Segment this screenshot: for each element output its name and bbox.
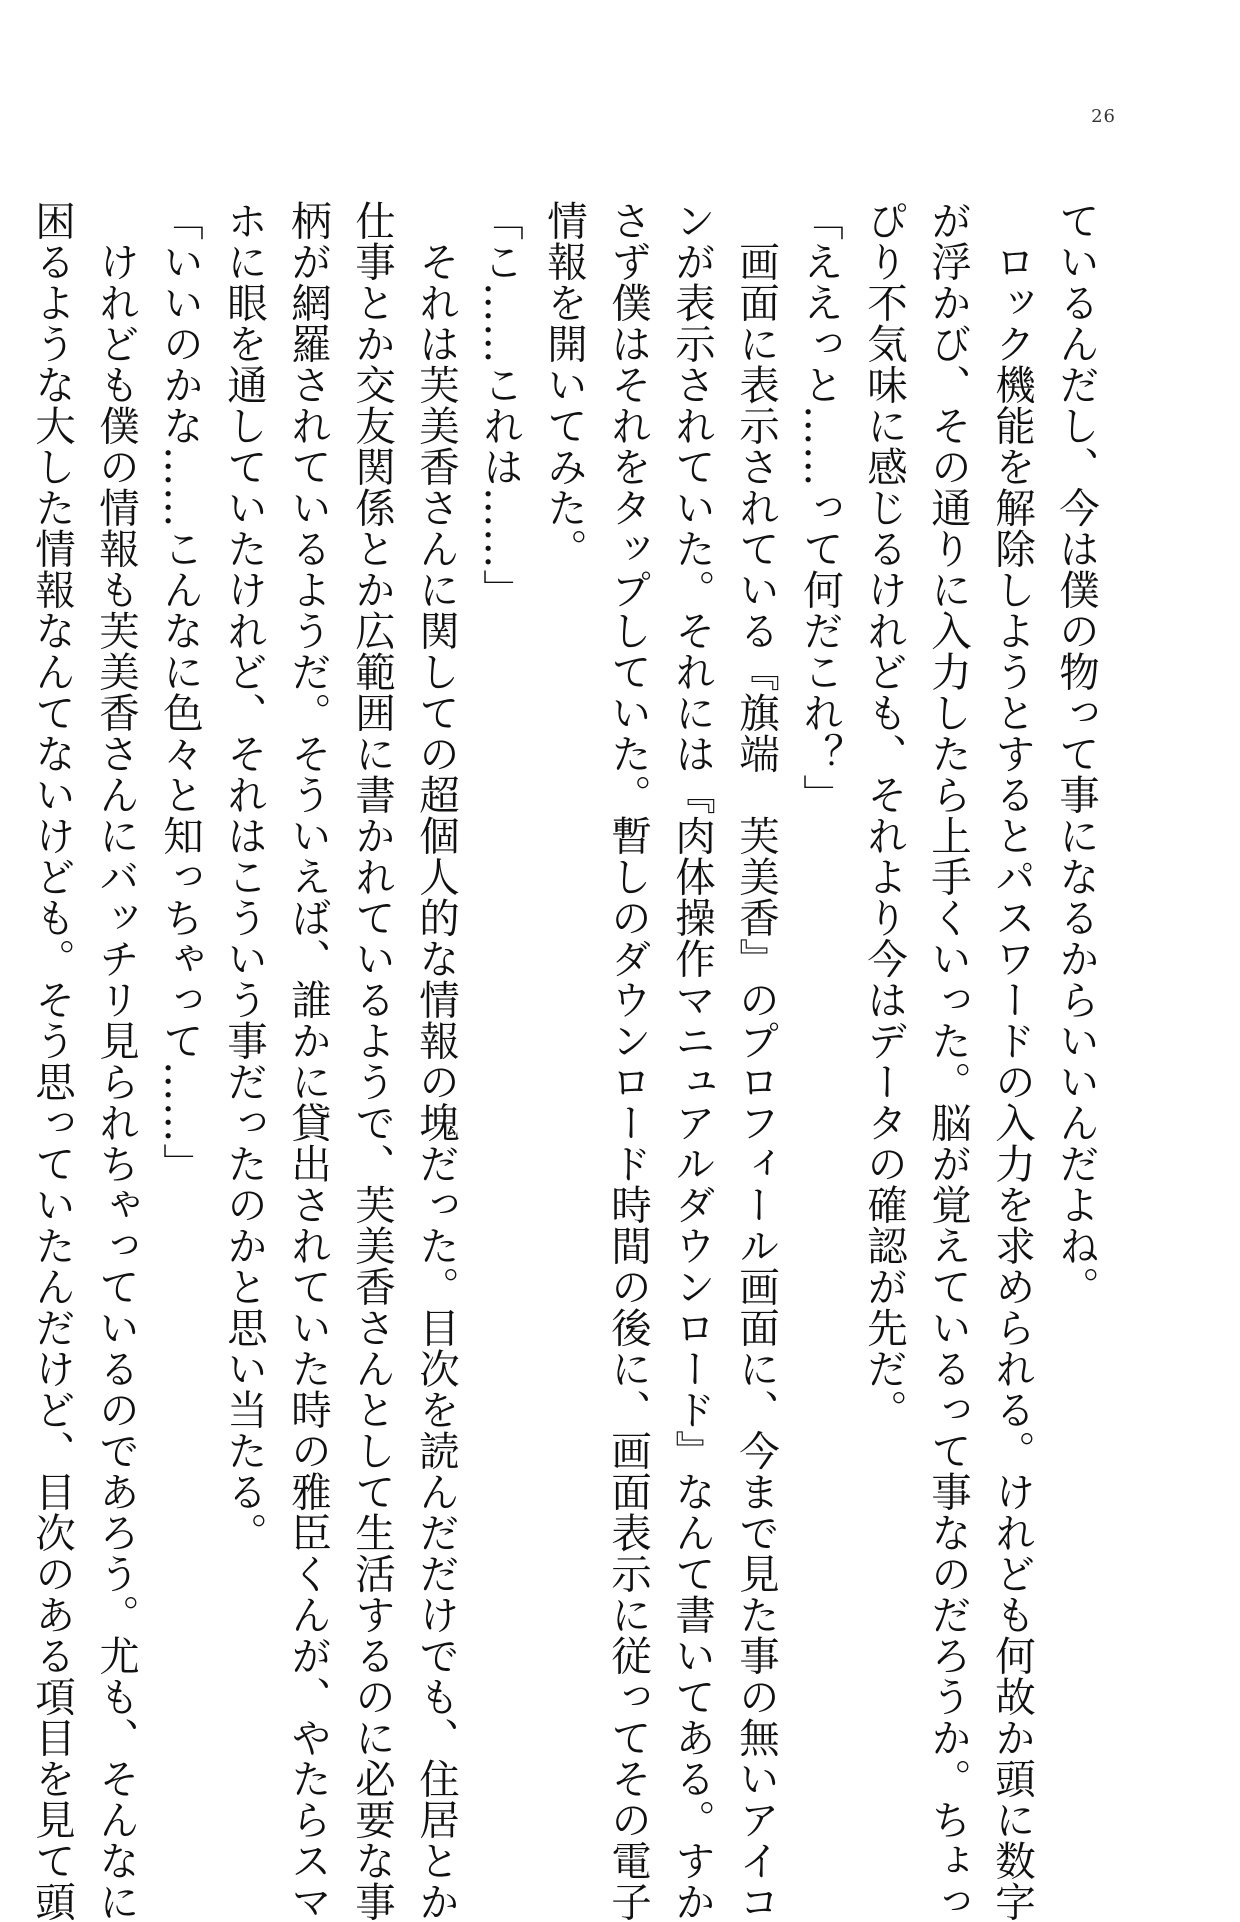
text-column: 「ええっと……って何だこれ？」 xyxy=(796,200,844,815)
text-column: 仕事とか交友関係とか広範囲に書かれているようで、芙美香さんとして生活するのに必要な事 xyxy=(348,200,396,1922)
text-column: ぴり不気味に感じるけれども、それより今はデータの確認が先だ。 xyxy=(860,200,908,1430)
text-column: ロック機能を解除しようとするとパスワードの入力を求められる。けれども何故か頭に数字 xyxy=(988,200,1036,1922)
page-number: 26 xyxy=(1091,106,1116,127)
text-column: けれども僕の情報も芙美香さんにバッチリ見られちゃっているのであろう。尤も、そんなに xyxy=(92,200,140,1922)
text-column: 「こ……これは……」 xyxy=(476,200,524,610)
text-column: 情報を開いてみた。 xyxy=(540,200,588,569)
text-column: ンが表示されていた。それには『肉体操作マニュアルダウンロード』なんて書いてある。すか xyxy=(668,200,716,1922)
text-column: が浮かび、その通りに入力したら上手くいった。脳が覚えているって事なのだろうか。ちょっ xyxy=(924,200,972,1922)
text-column: ているんだし、今は僕の物って事になるからいいんだよね。 xyxy=(1052,200,1100,1307)
body-text xyxy=(28,200,1108,1922)
text-column: 柄が網羅されているようだ。そういえば、誰かに貸出されていた時の雅臣くんが、やたらスマ xyxy=(284,200,332,1922)
text-column: さず僕はそれをタップしていた。暫しのダウンロード時間の後に、画面表示に従ってその電子 xyxy=(604,200,652,1922)
text-column: 「いいのかな……こんなに色々と知っちゃって……」 xyxy=(156,200,204,1184)
text-column: 画面に表示されている『旗端 芙美香』のプロフィール画面に、今まで見た事の無いアイコ xyxy=(732,200,780,1922)
text-column: それは芙美香さんに関しての超個人的な情報の塊だった。目次を読んだだけでも、住居とか xyxy=(412,200,460,1922)
text-column: ホに眼を通していたけれど、それはこういう事だったのかと思い当たる。 xyxy=(220,200,268,1553)
text-column: 困るような大した情報なんてないけども。そう思っていたんだけど、目次のある項目を見て頭 xyxy=(28,200,76,1922)
